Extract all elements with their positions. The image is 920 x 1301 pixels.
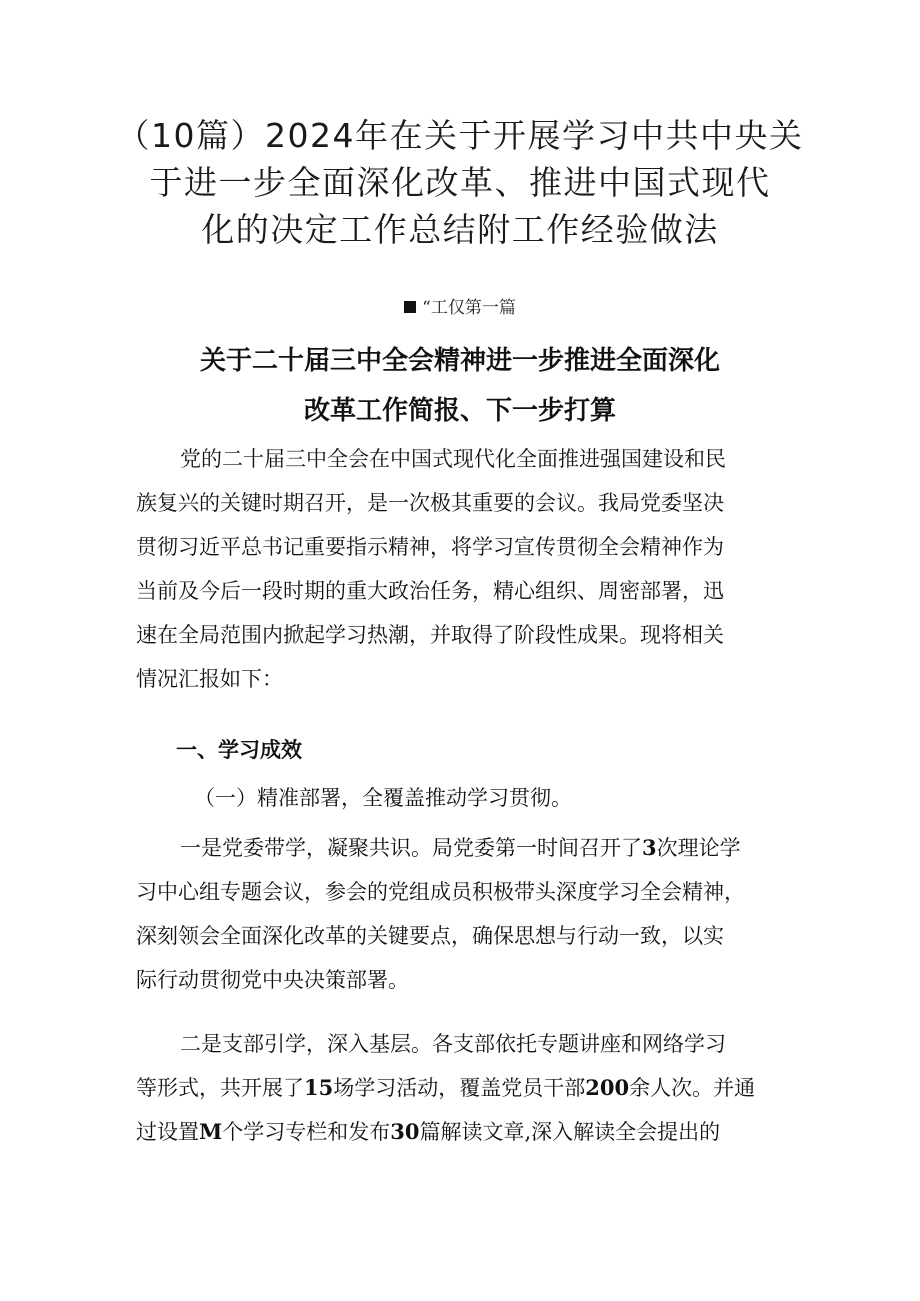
article-title-line-1: 关于二十届三中全会精神进一步推进全面深化	[199, 346, 720, 376]
article-title	[100, 336, 820, 436]
paragraph-line	[136, 826, 790, 870]
section-heading-1: 一、学习成效	[176, 738, 302, 762]
number-emphasis: 30	[390, 1119, 420, 1144]
paragraph-line: 际行动贯彻党中央决策部署。	[136, 968, 409, 992]
number-emphasis: 15	[304, 1075, 334, 1100]
text-run: 一是党委带学，凝聚共识。局党委第一时间召开了	[180, 836, 642, 860]
text-run: 个学习专栏和发布	[222, 1120, 391, 1144]
paragraph-line: 深刻领会全面深化改革的关键要点，确保思想与行动一致，以实	[136, 924, 724, 948]
text-run: 余人次。并通	[629, 1076, 756, 1100]
subsection-heading-1: （一）精准部署，全覆盖推动学习贯彻。	[194, 786, 572, 810]
paragraph-line: 当前及今后一段时期的重大政治任务，精心组织、周密部署，迅	[136, 579, 724, 603]
text-run: 场学习活动，覆盖党员干部	[333, 1076, 586, 1100]
number-emphasis: M	[199, 1119, 223, 1144]
text-run: 过设置	[136, 1120, 199, 1144]
paragraph-line: 情况汇报如下：	[136, 667, 283, 691]
text-run: 次理论学	[656, 836, 741, 860]
section-marker-text: “工仅第一篇	[422, 298, 516, 318]
paragraph-line: 族复兴的关键时期召开，是一次极其重要的会议。我局党委坚决	[136, 491, 724, 515]
intro-paragraph	[136, 437, 790, 701]
paragraph-line: 贯彻习近平总书记重要指示精神，将学习宣传贯彻全会精神作为	[136, 535, 724, 559]
paragraph-line: 习中心组专题会议，参会的党组成员积极带头深度学习全会精神，	[136, 880, 745, 904]
number-emphasis: 200	[585, 1075, 630, 1100]
paragraph-line	[136, 1110, 790, 1154]
document-title-line-3: 化的决定工作总结附工作经验做法	[201, 210, 719, 249]
paragraph-line: 二是支部引学，深入基层。各支部依托专题讲座和网络学习	[180, 1032, 726, 1056]
paragraph-line: 速在全局范围内掀起学习热潮，并取得了阶段性成果。现将相关	[136, 623, 724, 647]
document-title	[100, 112, 820, 253]
party-committee-paragraph	[136, 826, 790, 1002]
document-title-line-2: 于进一步全面深化改革、推进中国式现代	[149, 163, 771, 202]
article-title-line-2: 改革工作简报、下一步打算	[303, 396, 616, 426]
text-run: 等形式，共开展了	[136, 1076, 304, 1100]
section-marker	[0, 296, 920, 320]
branch-study-paragraph	[136, 1022, 790, 1154]
paragraph-line	[136, 1066, 790, 1110]
paragraph-line: 党的二十届三中全会在中国式现代化全面推进强国建设和民	[180, 447, 726, 471]
text-run: 篇解读文章,深入解读全会提出的	[419, 1120, 721, 1144]
square-bullet-icon	[404, 301, 416, 313]
document-title-line-1: （10篇）2024年在关于开展学习中共中央关	[116, 116, 804, 155]
number-emphasis: 3	[642, 835, 657, 860]
